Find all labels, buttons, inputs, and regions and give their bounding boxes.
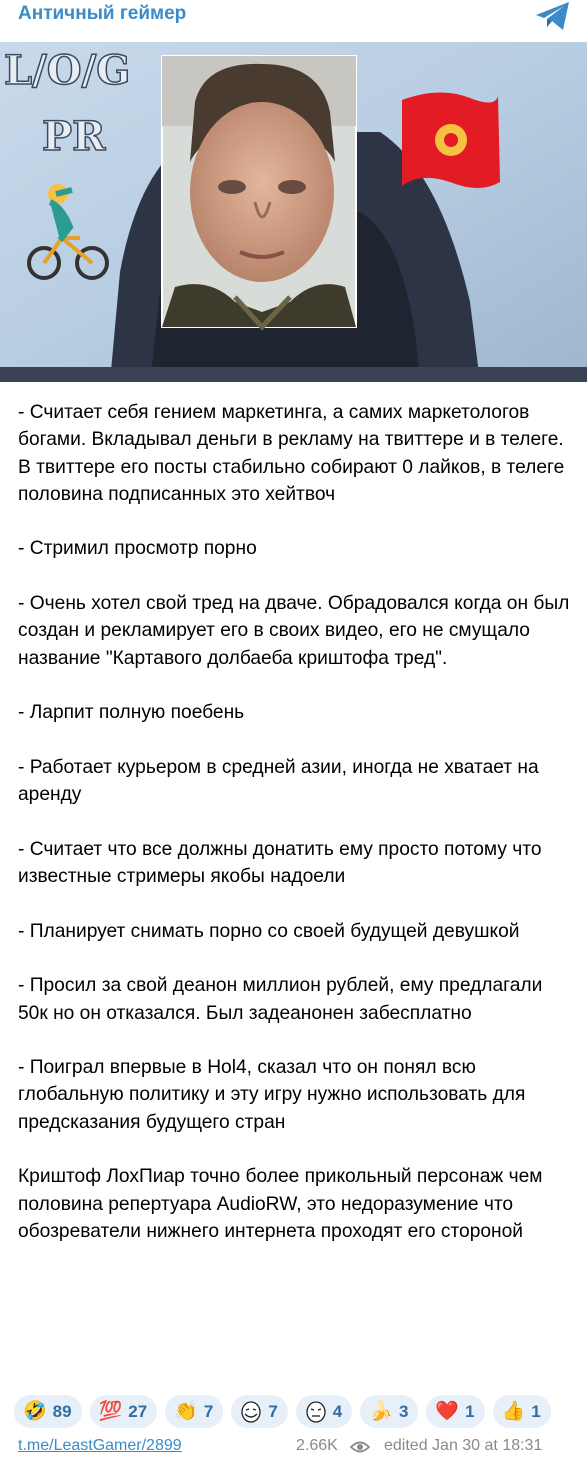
paragraph: - Очень хотел свой тред на дваче. Обрадовался когда он был создан и рекламирует его в своих видео, его не смущало название "Картавого долбаеба криштофа тред". <box>18 593 570 669</box>
reaction-count: 1 <box>531 1401 541 1421</box>
reaction-rofl[interactable] <box>14 1395 82 1428</box>
paragraph: - Поиграл впервые в Hol4, сказал что он понял всю глобальную политику и эту игру нужно использовать для предсказания будущего стран <box>18 1057 526 1133</box>
trollface-icon <box>240 1401 262 1423</box>
channel-name[interactable]: Античный геймер <box>18 3 187 24</box>
reaction-trollface[interactable] <box>231 1395 287 1428</box>
post-header <box>0 0 587 42</box>
photo-image <box>0 42 587 382</box>
post-photo[interactable] <box>0 42 587 382</box>
post-link[interactable]: t.me/LeastGamer/2899 <box>18 1437 182 1454</box>
post-text <box>18 399 573 1245</box>
paragraph: - Просил за свой деанон миллион рублей, ему предлагали 50к но он отказался. Был задеанонен забесплатно <box>18 975 543 1024</box>
meme-face-icon <box>305 1401 327 1423</box>
reaction-count: 27 <box>128 1401 148 1421</box>
reaction-meme-face[interactable] <box>296 1395 352 1428</box>
log-pr-title: L/O/G <box>4 47 131 94</box>
post-footer <box>18 1437 570 1459</box>
reactions-bar <box>14 1395 551 1429</box>
reaction-thumbs-up[interactable] <box>493 1395 551 1428</box>
paragraph: Криштоф ЛохПиар точно более прикольный персонаж чем половина репертуара AudioRW, это недоразумение что обозреватели нижнего интернета проходят его стороной <box>18 1166 543 1242</box>
reaction-hundred[interactable] <box>90 1395 158 1428</box>
reaction-count: 1 <box>465 1401 475 1421</box>
paragraph: - Стримил просмотр порно <box>18 538 257 560</box>
reaction-count: 7 <box>268 1401 278 1421</box>
heart-icon: ❤️ <box>435 1401 460 1422</box>
thumbs-up-icon: 👍 <box>501 1401 526 1422</box>
paragraph: - Работает курьером в средней азии, иногда не хватает на аренду <box>18 756 539 806</box>
paragraph: - Планирует снимать порно со своей будущей девушкой <box>18 920 520 942</box>
reaction-count: 3 <box>398 1401 409 1421</box>
rofl-emoji-icon: 🤣 <box>23 1401 47 1422</box>
paragraph: - Считает себя гением маркетинга, а самих маркетологов богами. Вкладывал деньги в рекламу на твиттере и в телеге. В твиттере его посты стабильно собирают 0 лайков, в телеге половина подписанных это хейтвоч <box>18 402 565 505</box>
eye-icon <box>350 1439 370 1455</box>
telegram-icon[interactable] <box>533 0 573 32</box>
clapping-hands-icon: 👏 <box>174 1401 198 1422</box>
reaction-banana[interactable] <box>360 1395 418 1428</box>
reaction-heart[interactable] <box>426 1395 484 1428</box>
hundred-points-icon: 💯 <box>98 1401 123 1422</box>
reaction-count: 4 <box>332 1401 343 1421</box>
kyrgyzstan-flag-icon <box>402 92 500 188</box>
reaction-clap[interactable] <box>165 1395 223 1428</box>
views-count: 2.66K <box>296 1437 338 1454</box>
log-pr-subtitle: PR <box>42 113 106 160</box>
reaction-count: 89 <box>52 1401 72 1421</box>
reaction-count: 7 <box>203 1401 214 1421</box>
paragraph: - Считает что все должны донатить ему просто потому что известные стримеры якобы надоели <box>18 838 542 888</box>
edited-timestamp: edited Jan 30 at 18:31 <box>384 1437 543 1454</box>
paragraph: - Ларпит полную поебень <box>18 702 245 724</box>
banana-icon: 🍌 <box>369 1401 393 1422</box>
